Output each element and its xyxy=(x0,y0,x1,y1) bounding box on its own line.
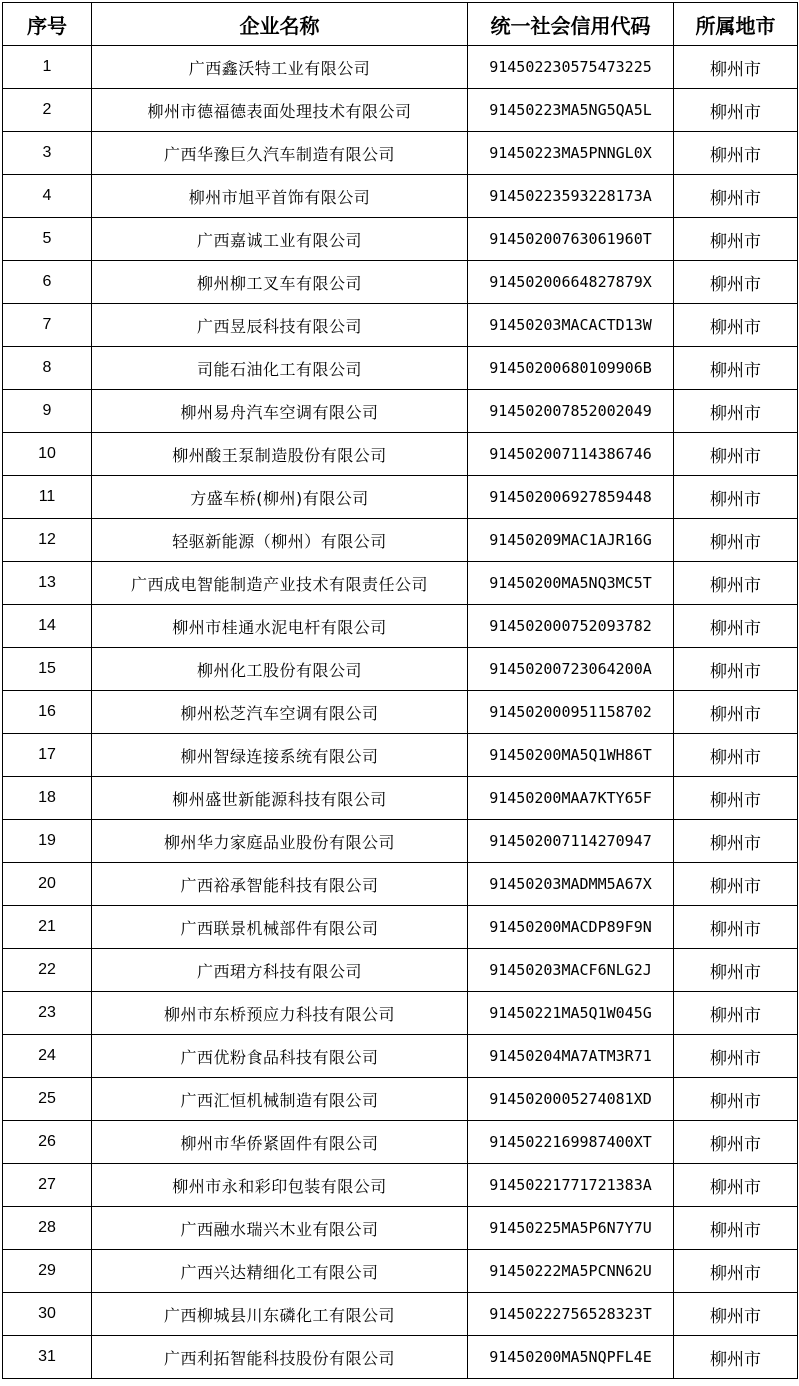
table-row xyxy=(3,1164,798,1207)
city-cell: 柳州市 xyxy=(674,347,798,390)
credit-code-cell: 91450200MA5NQ3MC5T xyxy=(468,562,674,605)
enterprise-name-cell: 司能石油化工有限公司 xyxy=(92,347,468,390)
serial-number-cell: 20 xyxy=(3,863,92,906)
enterprise-name-cell: 柳州市旭平首饰有限公司 xyxy=(92,175,468,218)
city-cell: 柳州市 xyxy=(674,1035,798,1078)
header-city: 所属地市 xyxy=(674,3,798,46)
enterprise-name-cell: 广西成电智能制造产业技术有限责任公司 xyxy=(92,562,468,605)
table-row xyxy=(3,906,798,949)
city-cell: 柳州市 xyxy=(674,648,798,691)
city-cell: 柳州市 xyxy=(674,175,798,218)
table-row xyxy=(3,1293,798,1336)
table-row xyxy=(3,304,798,347)
credit-code-cell: 91450200MACDP89F9N xyxy=(468,906,674,949)
city-cell: 柳州市 xyxy=(674,992,798,1035)
table-header xyxy=(3,3,798,46)
city-cell: 柳州市 xyxy=(674,777,798,820)
city-cell: 柳州市 xyxy=(674,519,798,562)
enterprise-name-cell: 柳州化工股份有限公司 xyxy=(92,648,468,691)
enterprise-name-cell: 广西汇恒机械制造有限公司 xyxy=(92,1078,468,1121)
enterprise-name-cell: 广西鑫沃特工业有限公司 xyxy=(92,46,468,89)
enterprise-name-cell: 广西利拓智能科技股份有限公司 xyxy=(92,1336,468,1379)
city-cell: 柳州市 xyxy=(674,390,798,433)
city-cell: 柳州市 xyxy=(674,562,798,605)
credit-code-cell: 914502007852002049 xyxy=(468,390,674,433)
enterprise-name-cell: 柳州市桂通水泥电杆有限公司 xyxy=(92,605,468,648)
enterprise-name-cell: 柳州市德福德表面处理技术有限公司 xyxy=(92,89,468,132)
table-row xyxy=(3,863,798,906)
serial-number-cell: 4 xyxy=(3,175,92,218)
city-cell: 柳州市 xyxy=(674,605,798,648)
city-cell: 柳州市 xyxy=(674,304,798,347)
credit-code-cell: 91450200723064200A xyxy=(468,648,674,691)
serial-number-cell: 18 xyxy=(3,777,92,820)
table-row xyxy=(3,175,798,218)
city-cell: 柳州市 xyxy=(674,734,798,777)
serial-number-cell: 7 xyxy=(3,304,92,347)
enterprise-name-cell: 柳州市永和彩印包装有限公司 xyxy=(92,1164,468,1207)
enterprise-name-cell: 广西优粉食品科技有限公司 xyxy=(92,1035,468,1078)
credit-code-cell: 91450225MA5P6N7Y7U xyxy=(468,1207,674,1250)
enterprise-name-cell: 方盛车桥(柳州)有限公司 xyxy=(92,476,468,519)
city-cell: 柳州市 xyxy=(674,1121,798,1164)
serial-number-cell: 22 xyxy=(3,949,92,992)
table-row xyxy=(3,605,798,648)
table-row xyxy=(3,562,798,605)
table-body xyxy=(3,46,798,1379)
credit-code-cell: 91450222MA5PCNN62U xyxy=(468,1250,674,1293)
table-row xyxy=(3,992,798,1035)
table-row xyxy=(3,1207,798,1250)
credit-code-cell: 9145022169987400XT xyxy=(468,1121,674,1164)
table-row xyxy=(3,519,798,562)
credit-code-cell: 91450223593228173A xyxy=(468,175,674,218)
serial-number-cell: 9 xyxy=(3,390,92,433)
serial-number-cell: 30 xyxy=(3,1293,92,1336)
credit-code-cell: 91450223MA5NG5QA5L xyxy=(468,89,674,132)
serial-number-cell: 1 xyxy=(3,46,92,89)
credit-code-cell: 91450209MAC1AJR16G xyxy=(468,519,674,562)
serial-number-cell: 23 xyxy=(3,992,92,1035)
credit-code-cell: 91450203MACACTD13W xyxy=(468,304,674,347)
table-row xyxy=(3,1336,798,1379)
credit-code-cell: 914502000951158702 xyxy=(468,691,674,734)
enterprise-name-cell: 广西柳城县川东磷化工有限公司 xyxy=(92,1293,468,1336)
table-row xyxy=(3,648,798,691)
city-cell: 柳州市 xyxy=(674,1078,798,1121)
serial-number-cell: 25 xyxy=(3,1078,92,1121)
credit-code-cell: 91450203MACF6NLG2J xyxy=(468,949,674,992)
serial-number-cell: 16 xyxy=(3,691,92,734)
serial-number-cell: 26 xyxy=(3,1121,92,1164)
credit-code-cell: 914502000752093782 xyxy=(468,605,674,648)
serial-number-cell: 29 xyxy=(3,1250,92,1293)
enterprise-name-cell: 柳州智绿连接系统有限公司 xyxy=(92,734,468,777)
serial-number-cell: 12 xyxy=(3,519,92,562)
serial-number-cell: 14 xyxy=(3,605,92,648)
city-cell: 柳州市 xyxy=(674,1293,798,1336)
serial-number-cell: 19 xyxy=(3,820,92,863)
table-row xyxy=(3,433,798,476)
table-row xyxy=(3,820,798,863)
table-row xyxy=(3,347,798,390)
enterprise-name-cell: 柳州柳工叉车有限公司 xyxy=(92,261,468,304)
header-serial-number: 序号 xyxy=(3,3,92,46)
serial-number-cell: 10 xyxy=(3,433,92,476)
city-cell: 柳州市 xyxy=(674,820,798,863)
serial-number-cell: 2 xyxy=(3,89,92,132)
table-row xyxy=(3,777,798,820)
serial-number-cell: 5 xyxy=(3,218,92,261)
city-cell: 柳州市 xyxy=(674,691,798,734)
enterprise-name-cell: 柳州易舟汽车空调有限公司 xyxy=(92,390,468,433)
credit-code-cell: 91450200MA5Q1WH86T xyxy=(468,734,674,777)
serial-number-cell: 3 xyxy=(3,132,92,175)
table-row xyxy=(3,1121,798,1164)
credit-code-cell: 91450200MA5NQPFL4E xyxy=(468,1336,674,1379)
credit-code-cell: 91450200664827879X xyxy=(468,261,674,304)
enterprise-name-cell: 广西融水瑞兴木业有限公司 xyxy=(92,1207,468,1250)
credit-code-cell: 91450204MA7ATM3R71 xyxy=(468,1035,674,1078)
city-cell: 柳州市 xyxy=(674,218,798,261)
credit-code-cell: 91450200763061960T xyxy=(468,218,674,261)
table-row xyxy=(3,476,798,519)
serial-number-cell: 6 xyxy=(3,261,92,304)
enterprise-name-cell: 柳州华力家庭品业股份有限公司 xyxy=(92,820,468,863)
serial-number-cell: 24 xyxy=(3,1035,92,1078)
enterprise-name-cell: 柳州市华侨紧固件有限公司 xyxy=(92,1121,468,1164)
serial-number-cell: 11 xyxy=(3,476,92,519)
serial-number-cell: 21 xyxy=(3,906,92,949)
city-cell: 柳州市 xyxy=(674,949,798,992)
table-row xyxy=(3,218,798,261)
city-cell: 柳州市 xyxy=(674,89,798,132)
enterprise-name-cell: 柳州盛世新能源科技有限公司 xyxy=(92,777,468,820)
table-row xyxy=(3,261,798,304)
serial-number-cell: 27 xyxy=(3,1164,92,1207)
credit-code-cell: 91450222756528323T xyxy=(468,1293,674,1336)
city-cell: 柳州市 xyxy=(674,476,798,519)
table-row xyxy=(3,1250,798,1293)
credit-code-cell: 91450221MA5Q1W045G xyxy=(468,992,674,1035)
enterprise-name-cell: 柳州松芝汽车空调有限公司 xyxy=(92,691,468,734)
table-row xyxy=(3,691,798,734)
enterprise-name-cell: 广西珺方科技有限公司 xyxy=(92,949,468,992)
serial-number-cell: 28 xyxy=(3,1207,92,1250)
header-enterprise-name: 企业名称 xyxy=(92,3,468,46)
enterprise-name-cell: 柳州酸王泵制造股份有限公司 xyxy=(92,433,468,476)
credit-code-cell: 91450203MADMM5A67X xyxy=(468,863,674,906)
enterprise-name-cell: 广西兴达精细化工有限公司 xyxy=(92,1250,468,1293)
city-cell: 柳州市 xyxy=(674,1250,798,1293)
table-row xyxy=(3,734,798,777)
table-row xyxy=(3,390,798,433)
city-cell: 柳州市 xyxy=(674,1164,798,1207)
table-row xyxy=(3,89,798,132)
enterprise-name-cell: 广西昱辰科技有限公司 xyxy=(92,304,468,347)
serial-number-cell: 13 xyxy=(3,562,92,605)
credit-code-cell: 91450221771721383A xyxy=(468,1164,674,1207)
credit-code-cell: 914502230575473225 xyxy=(468,46,674,89)
city-cell: 柳州市 xyxy=(674,261,798,304)
credit-code-cell: 914502007114386746 xyxy=(468,433,674,476)
serial-number-cell: 8 xyxy=(3,347,92,390)
enterprise-name-cell: 柳州市东桥预应力科技有限公司 xyxy=(92,992,468,1035)
city-cell: 柳州市 xyxy=(674,1207,798,1250)
city-cell: 柳州市 xyxy=(674,906,798,949)
header-row xyxy=(3,3,798,46)
enterprise-name-cell: 轻驱新能源（柳州）有限公司 xyxy=(92,519,468,562)
serial-number-cell: 15 xyxy=(3,648,92,691)
table-row xyxy=(3,46,798,89)
header-credit-code: 统一社会信用代码 xyxy=(468,3,674,46)
credit-code-cell: 914502007114270947 xyxy=(468,820,674,863)
credit-code-cell: 914502006927859448 xyxy=(468,476,674,519)
enterprise-name-cell: 广西华豫巨久汽车制造有限公司 xyxy=(92,132,468,175)
enterprise-name-cell: 广西联景机械部件有限公司 xyxy=(92,906,468,949)
serial-number-cell: 17 xyxy=(3,734,92,777)
enterprise-name-cell: 广西嘉诚工业有限公司 xyxy=(92,218,468,261)
table-row xyxy=(3,1035,798,1078)
table-row xyxy=(3,1078,798,1121)
city-cell: 柳州市 xyxy=(674,1336,798,1379)
credit-code-cell: 91450223MA5PNNGL0X xyxy=(468,132,674,175)
city-cell: 柳州市 xyxy=(674,863,798,906)
enterprise-table xyxy=(2,2,798,1379)
city-cell: 柳州市 xyxy=(674,46,798,89)
enterprise-name-cell: 广西裕承智能科技有限公司 xyxy=(92,863,468,906)
table-row xyxy=(3,132,798,175)
credit-code-cell: 91450200MAA7KTY65F xyxy=(468,777,674,820)
credit-code-cell: 91450200680109906B xyxy=(468,347,674,390)
city-cell: 柳州市 xyxy=(674,433,798,476)
credit-code-cell: 9145020005274081XD xyxy=(468,1078,674,1121)
city-cell: 柳州市 xyxy=(674,132,798,175)
table-row xyxy=(3,949,798,992)
serial-number-cell: 31 xyxy=(3,1336,92,1379)
